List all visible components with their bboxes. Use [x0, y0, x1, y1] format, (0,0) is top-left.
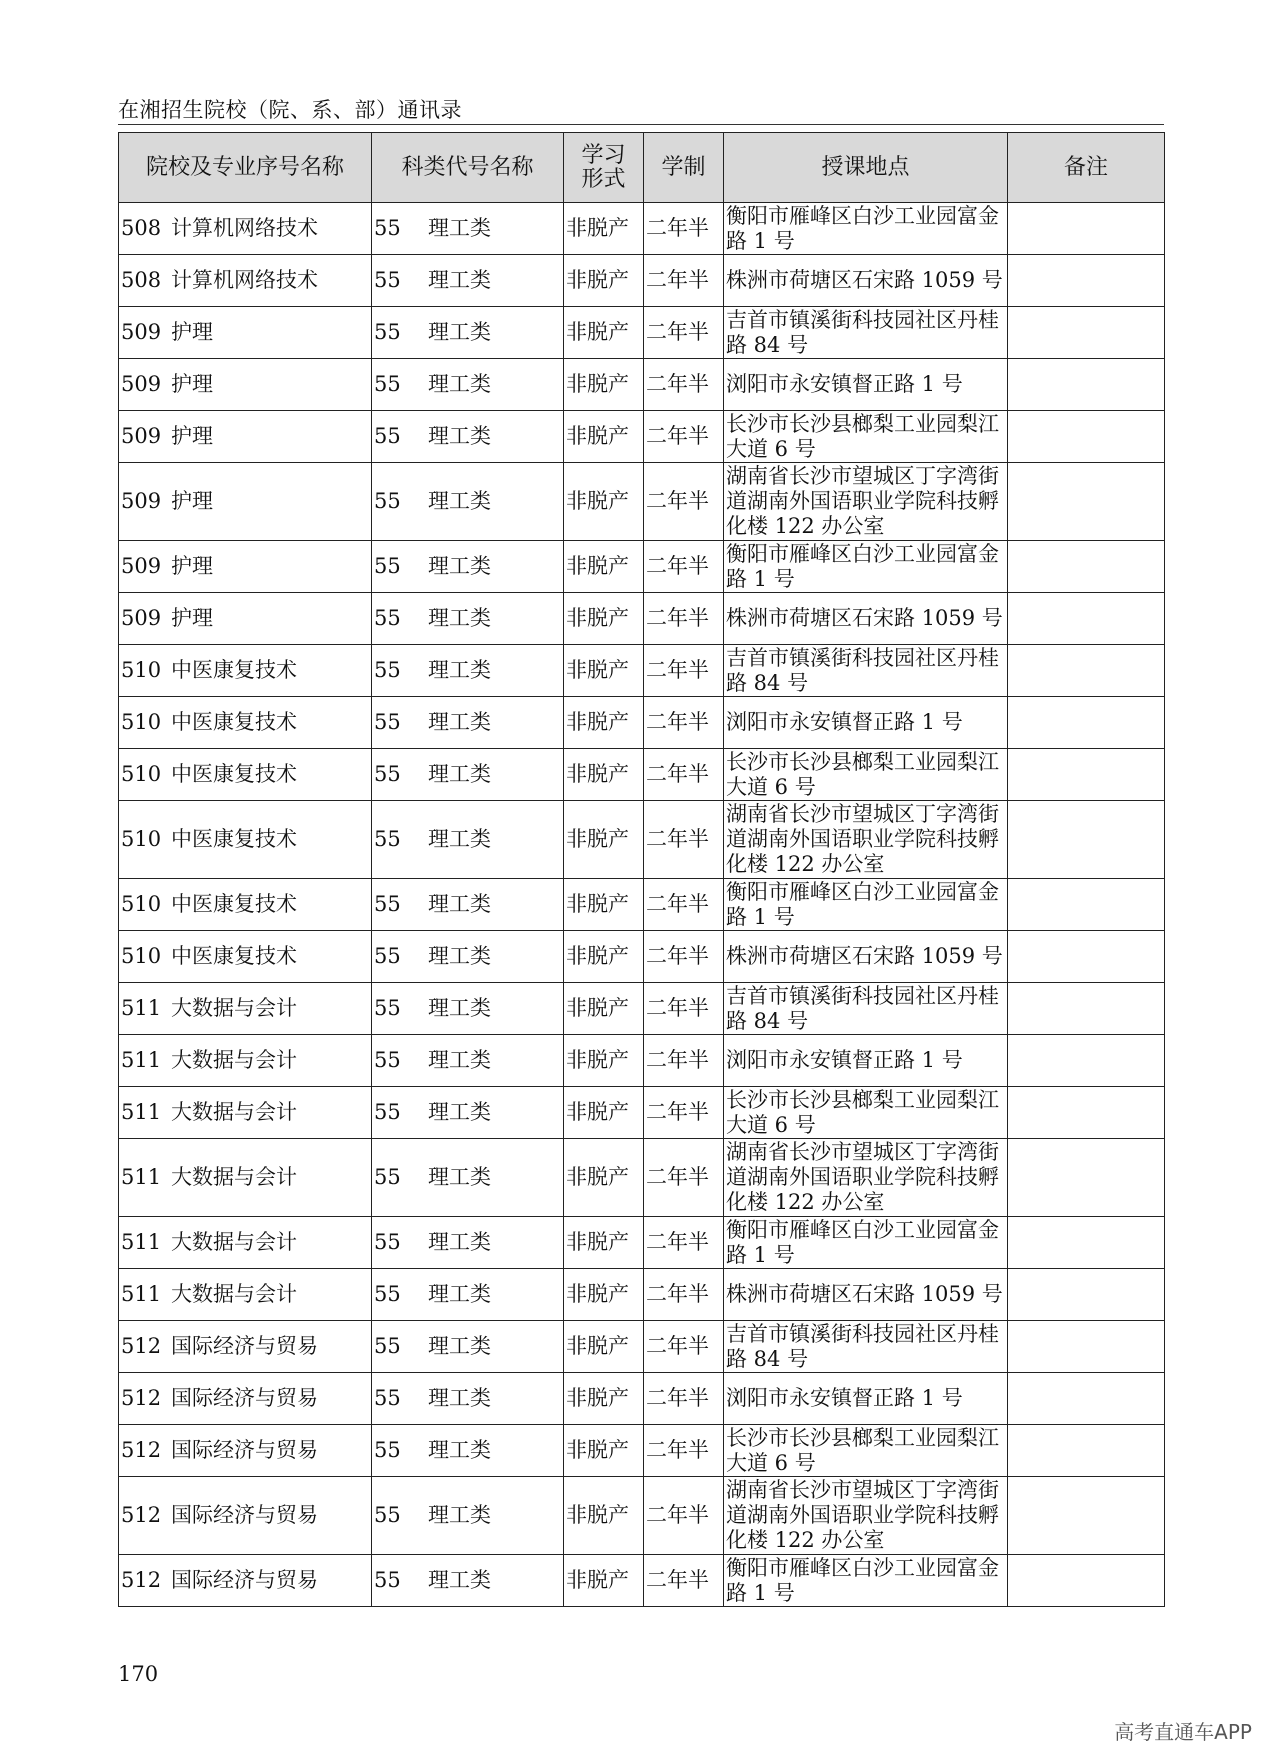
- major-cell: [119, 1425, 372, 1477]
- table-row: [119, 879, 1165, 931]
- table-row: [119, 1321, 1165, 1373]
- table-row: [119, 1087, 1165, 1139]
- column-header-location: 授课地点: [724, 133, 1008, 203]
- note-cell: [1008, 645, 1165, 697]
- table-row: [119, 1373, 1165, 1425]
- duration-cell: 二年半: [644, 645, 724, 697]
- major-code: 510: [121, 658, 162, 682]
- major-cell: [119, 307, 372, 359]
- category-code: 55: [374, 827, 401, 851]
- major-cell: [119, 1555, 372, 1607]
- category-cell: [372, 879, 564, 931]
- category-name: 理工类: [428, 268, 491, 292]
- category-code: 55: [374, 658, 401, 682]
- location-cell: 湖南省长沙市望城区丁字湾街道湖南外国语职业学院科技孵化楼 122 办公室: [724, 1477, 1008, 1555]
- category-cell: [372, 411, 564, 463]
- watermark: 高考直通车APP: [1114, 1720, 1252, 1744]
- duration-cell: 二年半: [644, 1477, 724, 1555]
- table-row: [119, 1555, 1165, 1607]
- table-row: [119, 1217, 1165, 1269]
- study-form-cell: 非脱产: [564, 1139, 644, 1217]
- location-cell: 株洲市荷塘区石宋路 1059 号: [724, 255, 1008, 307]
- duration-cell: 二年半: [644, 1321, 724, 1373]
- major-name: 国际经济与贸易: [171, 1334, 318, 1358]
- table-row: [119, 411, 1165, 463]
- category-cell: [372, 255, 564, 307]
- major-cell: [119, 879, 372, 931]
- major-cell: [119, 359, 372, 411]
- major-code: 509: [121, 489, 162, 513]
- major-code: 512: [121, 1503, 162, 1527]
- major-cell: [119, 1217, 372, 1269]
- category-cell: [372, 1269, 564, 1321]
- category-code: 55: [374, 320, 401, 344]
- location-cell: 衡阳市雁峰区白沙工业园富金路 1 号: [724, 203, 1008, 255]
- location-cell: 浏阳市永安镇督正路 1 号: [724, 359, 1008, 411]
- category-name: 理工类: [428, 762, 491, 786]
- table-row: [119, 1477, 1165, 1555]
- category-cell: [372, 697, 564, 749]
- duration-cell: 二年半: [644, 801, 724, 879]
- duration-cell: 二年半: [644, 1425, 724, 1477]
- category-code: 55: [374, 1165, 401, 1189]
- duration-cell: 二年半: [644, 1269, 724, 1321]
- table-row: [119, 697, 1165, 749]
- major-code: 509: [121, 320, 162, 344]
- duration-cell: 二年半: [644, 1217, 724, 1269]
- directory-table: [118, 132, 1165, 1607]
- category-name: 理工类: [428, 1503, 491, 1527]
- location-cell: 吉首市镇溪街科技园社区丹桂路 84 号: [724, 983, 1008, 1035]
- column-header-category: 科类代号名称: [372, 133, 564, 203]
- study-form-cell: 非脱产: [564, 1087, 644, 1139]
- location-cell: 浏阳市永安镇督正路 1 号: [724, 1035, 1008, 1087]
- duration-cell: 二年半: [644, 879, 724, 931]
- study-form-cell: 非脱产: [564, 1217, 644, 1269]
- major-code: 508: [121, 216, 162, 240]
- table-row: [119, 593, 1165, 645]
- note-cell: [1008, 1035, 1165, 1087]
- major-name: 国际经济与贸易: [171, 1438, 318, 1462]
- note-cell: [1008, 1373, 1165, 1425]
- duration-cell: 二年半: [644, 983, 724, 1035]
- category-name: 理工类: [428, 1438, 491, 1462]
- table-row: [119, 801, 1165, 879]
- major-code: 510: [121, 710, 162, 734]
- duration-cell: 二年半: [644, 1555, 724, 1607]
- category-name: 理工类: [428, 658, 491, 682]
- category-code: 55: [374, 996, 401, 1020]
- note-cell: [1008, 1321, 1165, 1373]
- note-cell: [1008, 697, 1165, 749]
- study-form-cell: 非脱产: [564, 931, 644, 983]
- major-cell: [119, 255, 372, 307]
- major-name: 护理: [171, 372, 213, 396]
- study-form-cell: 非脱产: [564, 307, 644, 359]
- major-name: 中医康复技术: [171, 892, 297, 916]
- table-row: [119, 1035, 1165, 1087]
- category-code: 55: [374, 1438, 401, 1462]
- location-cell: 衡阳市雁峰区白沙工业园富金路 1 号: [724, 541, 1008, 593]
- location-cell: 湖南省长沙市望城区丁字湾街道湖南外国语职业学院科技孵化楼 122 办公室: [724, 801, 1008, 879]
- location-cell: 长沙市长沙县榔梨工业园梨江大道 6 号: [724, 411, 1008, 463]
- major-name: 中医康复技术: [171, 710, 297, 734]
- category-name: 理工类: [428, 1386, 491, 1410]
- category-name: 理工类: [428, 606, 491, 630]
- category-name: 理工类: [428, 1048, 491, 1072]
- location-cell: 株洲市荷塘区石宋路 1059 号: [724, 1269, 1008, 1321]
- location-cell: 湖南省长沙市望城区丁字湾街道湖南外国语职业学院科技孵化楼 122 办公室: [724, 463, 1008, 541]
- major-code: 510: [121, 762, 162, 786]
- study-form-cell: 非脱产: [564, 1269, 644, 1321]
- table-row: [119, 1269, 1165, 1321]
- major-cell: [119, 801, 372, 879]
- table-row: [119, 749, 1165, 801]
- major-cell: [119, 645, 372, 697]
- major-code: 512: [121, 1334, 162, 1358]
- study-form-cell: 非脱产: [564, 801, 644, 879]
- location-cell: 长沙市长沙县榔梨工业园梨江大道 6 号: [724, 1425, 1008, 1477]
- category-code: 55: [374, 489, 401, 513]
- major-cell: [119, 593, 372, 645]
- note-cell: [1008, 931, 1165, 983]
- major-cell: [119, 983, 372, 1035]
- major-code: 511: [121, 996, 162, 1020]
- category-code: 55: [374, 892, 401, 916]
- major-name: 大数据与会计: [171, 1282, 297, 1306]
- location-cell: 浏阳市永安镇督正路 1 号: [724, 697, 1008, 749]
- table-header-row: [119, 133, 1165, 203]
- category-cell: [372, 1555, 564, 1607]
- note-cell: [1008, 1087, 1165, 1139]
- table-row: [119, 203, 1165, 255]
- major-cell: [119, 1373, 372, 1425]
- note-cell: [1008, 801, 1165, 879]
- category-name: 理工类: [428, 892, 491, 916]
- note-cell: [1008, 879, 1165, 931]
- category-name: 理工类: [428, 944, 491, 968]
- major-cell: [119, 1035, 372, 1087]
- study-form-cell: 非脱产: [564, 1373, 644, 1425]
- major-code: 509: [121, 554, 162, 578]
- major-name: 护理: [171, 320, 213, 344]
- category-cell: [372, 801, 564, 879]
- major-name: 大数据与会计: [171, 1100, 297, 1124]
- category-cell: [372, 931, 564, 983]
- page-number: 170: [118, 1662, 159, 1686]
- table-row: [119, 931, 1165, 983]
- major-code: 512: [121, 1386, 162, 1410]
- major-cell: [119, 1269, 372, 1321]
- category-cell: [372, 1139, 564, 1217]
- category-code: 55: [374, 762, 401, 786]
- major-name: 大数据与会计: [171, 1048, 297, 1072]
- note-cell: [1008, 203, 1165, 255]
- major-cell: [119, 411, 372, 463]
- study-form-cell: 非脱产: [564, 359, 644, 411]
- column-header-major: 院校及专业序号名称: [119, 133, 372, 203]
- category-code: 55: [374, 554, 401, 578]
- major-name: 计算机网络技术: [171, 268, 318, 292]
- major-name: 中医康复技术: [171, 827, 297, 851]
- note-cell: [1008, 749, 1165, 801]
- duration-cell: 二年半: [644, 1087, 724, 1139]
- note-cell: [1008, 1217, 1165, 1269]
- major-name: 护理: [171, 489, 213, 513]
- table-row: [119, 359, 1165, 411]
- category-name: 理工类: [428, 424, 491, 448]
- category-name: 理工类: [428, 216, 491, 240]
- header-rule: [118, 124, 1164, 125]
- major-name: 计算机网络技术: [171, 216, 318, 240]
- category-name: 理工类: [428, 996, 491, 1020]
- duration-cell: 二年半: [644, 1035, 724, 1087]
- duration-cell: 二年半: [644, 463, 724, 541]
- major-cell: [119, 1321, 372, 1373]
- major-name: 中医康复技术: [171, 762, 297, 786]
- major-code: 509: [121, 424, 162, 448]
- location-cell: 浏阳市永安镇督正路 1 号: [724, 1373, 1008, 1425]
- category-cell: [372, 307, 564, 359]
- category-code: 55: [374, 1503, 401, 1527]
- category-name: 理工类: [428, 1282, 491, 1306]
- duration-cell: 二年半: [644, 203, 724, 255]
- category-cell: [372, 203, 564, 255]
- study-form-cell: 非脱产: [564, 255, 644, 307]
- major-code: 511: [121, 1230, 162, 1254]
- running-header: 在湘招生院校（院、系、部）通讯录: [118, 98, 462, 122]
- major-cell: [119, 749, 372, 801]
- location-cell: 吉首市镇溪街科技园社区丹桂路 84 号: [724, 1321, 1008, 1373]
- table-row: [119, 463, 1165, 541]
- major-cell: [119, 541, 372, 593]
- category-cell: [372, 1373, 564, 1425]
- duration-cell: 二年半: [644, 307, 724, 359]
- category-cell: [372, 983, 564, 1035]
- category-cell: [372, 1477, 564, 1555]
- location-cell: 衡阳市雁峰区白沙工业园富金路 1 号: [724, 879, 1008, 931]
- study-form-cell: 非脱产: [564, 463, 644, 541]
- category-name: 理工类: [428, 827, 491, 851]
- category-code: 55: [374, 710, 401, 734]
- duration-cell: 二年半: [644, 359, 724, 411]
- study-form-cell: 非脱产: [564, 879, 644, 931]
- study-form-cell: 非脱产: [564, 1035, 644, 1087]
- location-cell: 衡阳市雁峰区白沙工业园富金路 1 号: [724, 1555, 1008, 1607]
- category-name: 理工类: [428, 1100, 491, 1124]
- major-name: 大数据与会计: [171, 1165, 297, 1189]
- table-row: [119, 1425, 1165, 1477]
- category-cell: [372, 1217, 564, 1269]
- study-form-cell: 非脱产: [564, 1425, 644, 1477]
- note-cell: [1008, 359, 1165, 411]
- duration-cell: 二年半: [644, 931, 724, 983]
- category-cell: [372, 1321, 564, 1373]
- category-name: 理工类: [428, 372, 491, 396]
- major-cell: [119, 1477, 372, 1555]
- major-code: 511: [121, 1100, 162, 1124]
- column-header-duration: 学制: [644, 133, 724, 203]
- major-cell: [119, 931, 372, 983]
- note-cell: [1008, 1139, 1165, 1217]
- major-code: 509: [121, 372, 162, 396]
- duration-cell: 二年半: [644, 541, 724, 593]
- category-code: 55: [374, 1282, 401, 1306]
- major-name: 护理: [171, 606, 213, 630]
- category-name: 理工类: [428, 320, 491, 344]
- major-code: 511: [121, 1048, 162, 1072]
- duration-cell: 二年半: [644, 749, 724, 801]
- category-cell: [372, 645, 564, 697]
- duration-cell: 二年半: [644, 255, 724, 307]
- note-cell: [1008, 1555, 1165, 1607]
- major-code: 510: [121, 827, 162, 851]
- major-cell: [119, 1139, 372, 1217]
- major-code: 512: [121, 1438, 162, 1462]
- category-name: 理工类: [428, 1230, 491, 1254]
- category-name: 理工类: [428, 554, 491, 578]
- study-form-cell: 非脱产: [564, 1555, 644, 1607]
- location-cell: 吉首市镇溪街科技园社区丹桂路 84 号: [724, 645, 1008, 697]
- category-code: 55: [374, 1334, 401, 1358]
- location-cell: 吉首市镇溪街科技园社区丹桂路 84 号: [724, 307, 1008, 359]
- major-code: 508: [121, 268, 162, 292]
- note-cell: [1008, 255, 1165, 307]
- category-code: 55: [374, 1100, 401, 1124]
- major-cell: [119, 463, 372, 541]
- note-cell: [1008, 1425, 1165, 1477]
- table-row: [119, 1139, 1165, 1217]
- note-cell: [1008, 1477, 1165, 1555]
- major-name: 国际经济与贸易: [171, 1386, 318, 1410]
- category-cell: [372, 463, 564, 541]
- note-cell: [1008, 463, 1165, 541]
- category-code: 55: [374, 268, 401, 292]
- category-code: 55: [374, 424, 401, 448]
- major-name: 国际经济与贸易: [171, 1568, 318, 1592]
- note-cell: [1008, 983, 1165, 1035]
- table-row: [119, 645, 1165, 697]
- category-code: 55: [374, 1048, 401, 1072]
- category-cell: [372, 593, 564, 645]
- study-form-cell: 非脱产: [564, 411, 644, 463]
- table-row: [119, 255, 1165, 307]
- location-cell: 长沙市长沙县榔梨工业园梨江大道 6 号: [724, 749, 1008, 801]
- study-form-cell: 非脱产: [564, 645, 644, 697]
- category-name: 理工类: [428, 1334, 491, 1358]
- study-form-cell: 非脱产: [564, 697, 644, 749]
- category-code: 55: [374, 1230, 401, 1254]
- category-code: 55: [374, 216, 401, 240]
- note-cell: [1008, 1269, 1165, 1321]
- study-form-cell: 非脱产: [564, 541, 644, 593]
- major-code: 512: [121, 1568, 162, 1592]
- major-code: 509: [121, 606, 162, 630]
- table-row: [119, 983, 1165, 1035]
- major-code: 511: [121, 1282, 162, 1306]
- location-cell: 株洲市荷塘区石宋路 1059 号: [724, 593, 1008, 645]
- table-row: [119, 307, 1165, 359]
- note-cell: [1008, 593, 1165, 645]
- study-form-cell: 非脱产: [564, 203, 644, 255]
- major-name: 国际经济与贸易: [171, 1503, 318, 1527]
- note-cell: [1008, 307, 1165, 359]
- duration-cell: 二年半: [644, 411, 724, 463]
- category-code: 55: [374, 372, 401, 396]
- duration-cell: 二年半: [644, 1373, 724, 1425]
- duration-cell: 二年半: [644, 697, 724, 749]
- category-cell: [372, 1425, 564, 1477]
- study-form-cell: 非脱产: [564, 983, 644, 1035]
- major-name: 中医康复技术: [171, 658, 297, 682]
- category-cell: [372, 749, 564, 801]
- major-name: 护理: [171, 424, 213, 448]
- major-name: 护理: [171, 554, 213, 578]
- category-code: 55: [374, 944, 401, 968]
- major-name: 大数据与会计: [171, 1230, 297, 1254]
- major-code: 511: [121, 1165, 162, 1189]
- study-form-cell: 非脱产: [564, 1321, 644, 1373]
- column-header-study-form: 学习形式: [564, 133, 644, 203]
- major-name: 大数据与会计: [171, 996, 297, 1020]
- category-name: 理工类: [428, 710, 491, 734]
- category-cell: [372, 541, 564, 593]
- major-cell: [119, 697, 372, 749]
- major-cell: [119, 1087, 372, 1139]
- column-header-note: 备注: [1008, 133, 1165, 203]
- note-cell: [1008, 411, 1165, 463]
- note-cell: [1008, 541, 1165, 593]
- table-row: [119, 541, 1165, 593]
- category-code: 55: [374, 1568, 401, 1592]
- location-cell: 衡阳市雁峰区白沙工业园富金路 1 号: [724, 1217, 1008, 1269]
- study-form-cell: 非脱产: [564, 593, 644, 645]
- major-cell: [119, 203, 372, 255]
- major-code: 510: [121, 944, 162, 968]
- category-code: 55: [374, 1386, 401, 1410]
- location-cell: 湖南省长沙市望城区丁字湾街道湖南外国语职业学院科技孵化楼 122 办公室: [724, 1139, 1008, 1217]
- location-cell: 株洲市荷塘区石宋路 1059 号: [724, 931, 1008, 983]
- category-name: 理工类: [428, 1165, 491, 1189]
- study-form-cell: 非脱产: [564, 749, 644, 801]
- table-body: [119, 203, 1165, 1607]
- category-code: 55: [374, 606, 401, 630]
- category-cell: [372, 1035, 564, 1087]
- duration-cell: 二年半: [644, 593, 724, 645]
- category-cell: [372, 1087, 564, 1139]
- major-code: 510: [121, 892, 162, 916]
- major-name: 中医康复技术: [171, 944, 297, 968]
- study-form-cell: 非脱产: [564, 1477, 644, 1555]
- duration-cell: 二年半: [644, 1139, 724, 1217]
- category-name: 理工类: [428, 489, 491, 513]
- location-cell: 长沙市长沙县榔梨工业园梨江大道 6 号: [724, 1087, 1008, 1139]
- category-cell: [372, 359, 564, 411]
- category-name: 理工类: [428, 1568, 491, 1592]
